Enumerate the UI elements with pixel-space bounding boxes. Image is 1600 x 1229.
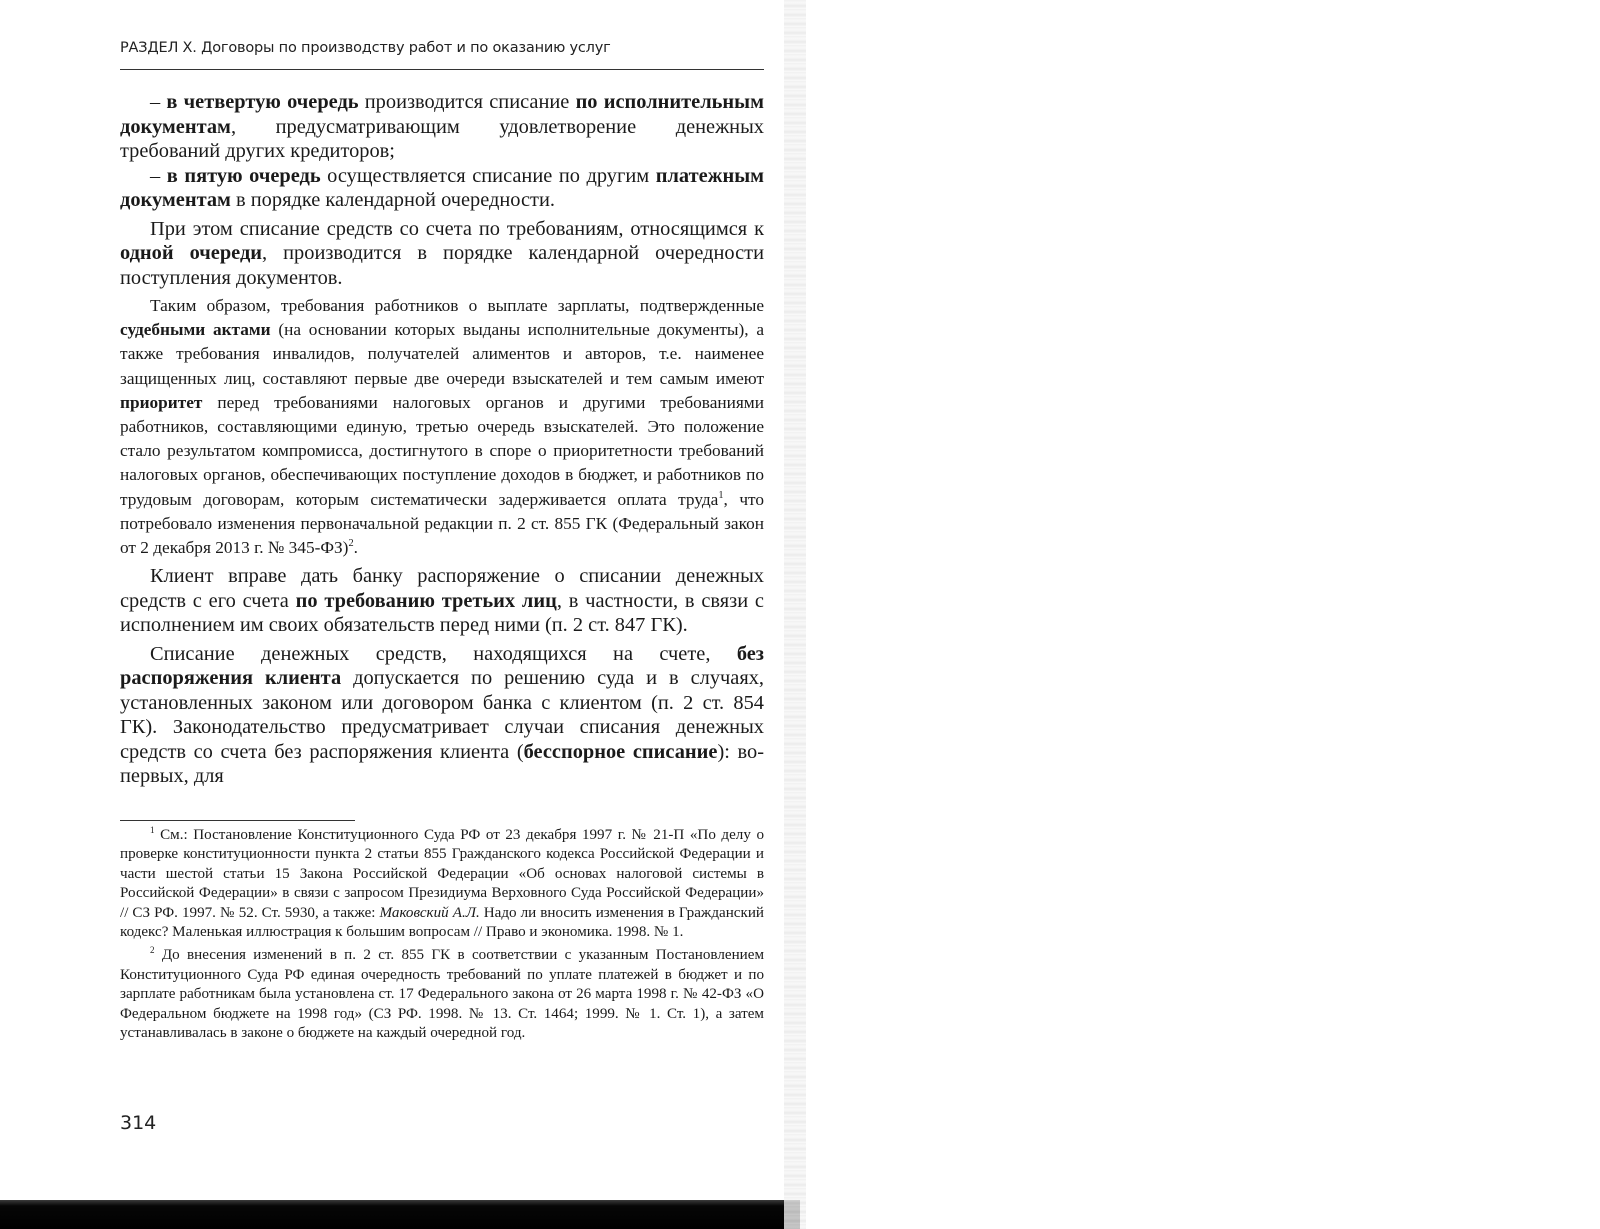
paragraph-third-parties [120,564,764,638]
text-run: . [353,538,358,558]
text-run: Клиент вправе дать банку распоряжение о списании денежных средств с его счета [120,565,764,612]
paragraph-fifth-priority [120,164,764,213]
footnote-number: 1 [150,824,155,835]
text-run: производится списание [358,91,576,113]
bold-term: платежным документам [120,164,764,211]
footnote-number: 2 [150,945,155,956]
paragraph-employee-claims [120,294,764,560]
text-run: допускается по решению суда и в случаях, установленных законом или договором банка с клиентом (п. 2 ст. 854 ГК). Законодательство предусматривает случаи списания денежных средств со счета без распоряжения клиента ( [120,667,764,763]
author-name: Маковский А.Л. [379,904,480,921]
page-gutter [784,0,806,1229]
bold-term: в четвертую очередь [166,91,359,113]
text-run: перед требованиями налоговых органов и другими требованиями работников, составляющими единую, третью очередь взыскателей. Это положение стало результатом компромисса, достигнутого в споре о приоритетности требований налоговых органов, обеспечивающих поступление доходов в бюджет, и работников по трудовым договорам, которым систематически задерживается оплата труда [120,392,764,509]
running-title: РАЗДЕЛ X. Договоры по производству работ и по оказанию услуг [120,40,611,56]
text-run: (на основании которых выданы исполнительные документы), а также требования инвалидов, получателей алиментов и авторов, т.е. наименее защищенных лиц, составляют первые две очереди взыскателей и тем самым имеют [120,320,764,388]
scan-edge-shadow [0,1200,800,1229]
text-run: ): во-первых, для [120,740,765,788]
text-run: Списание денежных средств, находящихся на счете, [150,642,737,665]
bold-term: одной очереди [120,242,263,264]
paragraph-fourth-priority [120,90,764,164]
text-run: Таким образом, требования работников о выплате зарплаты, подтвержденные [150,296,764,315]
footnotes [120,826,764,1043]
text-run: , производится в порядке календарной очередности поступления документов. [120,242,764,289]
bold-term: без распоряжения клиента [120,642,764,690]
text-run: , в частности, в связи с исполнением им своих обязательств перед ними (п. 2 ст. 847 ГК). [120,589,764,637]
bold-term: судебными актами [120,320,271,340]
bold-term: бесспорное списание [523,740,718,763]
bold-term: в пятую очередь [166,164,321,187]
footnote-2 [120,946,764,1043]
text-run: – [150,91,167,113]
footnote-rule [120,820,355,821]
page-number: 314 [120,1112,157,1134]
blank-facing-area [806,0,1600,1229]
footnote-1 [120,826,764,942]
text-run: осуществляется списание по другим [320,164,656,187]
header-rule [120,69,764,70]
footnote-ref: 2 [348,538,354,550]
bold-term: по требованию третьих лиц [295,589,557,612]
text-run: , предусматривающим удовлетворение денежных требований других кредиторов; [120,115,764,162]
text-run: в порядке календарной очередности. [230,189,555,211]
text-run: До внесения изменений в п. 2 ст. 855 ГК в соответствии с указанным Постановлением Конституционного Суда РФ единая очередность требований по уплате платежей в бюджет и по зарплате работникам была установлена ст. 17 Федерального закона от 26 марта 1998 г. № 42-ФЗ «О Федеральном бюджете на 1998 год» (СЗ РФ. 1998. № 13. Ст. 1464; 1999. № 1. Ст. 1), а затем устанавливалась в законе о бюджете на каждый очередной год. [120,947,764,1042]
text-run: – [150,164,167,187]
text-run: , что потребовало изменения первоначальной редакции п. 2 ст. 855 ГК (Федеральный закон от 2 декабря 2013 г. № 345-ФЗ) [120,489,764,558]
paragraph-same-priority [120,217,764,291]
main-text [120,90,764,789]
text-run: При этом списание средств со счета по требованиям, относящимся к [150,217,764,240]
paragraph-undisputed-debit [120,642,764,789]
bold-term: по исполнительным документам [120,91,764,138]
bold-term: приоритет [120,392,203,412]
text-run: См.: Постановление Конституционного Суда РФ от 23 декабря 1997 г. № 21-П «По делу о проверке конституционности пункта 2 статьи 855 Гражданского кодекса Российской Федерации и части шестой статьи 15 Закона Российской Федерации «Об основах налоговой системы в Российской Федерации» в связи с запросом Президиума Верховного Суда Российской Федерации» // СЗ РФ. 1997. № 52. Ст. 5930, а также: [120,827,764,921]
footnote-ref: 1 [718,489,724,501]
text-run: Надо ли вносить изменения в Гражданский кодекс? Маленькая иллюстрация к большим вопросам // Право и экономика. 1998. № 1. [120,904,764,941]
